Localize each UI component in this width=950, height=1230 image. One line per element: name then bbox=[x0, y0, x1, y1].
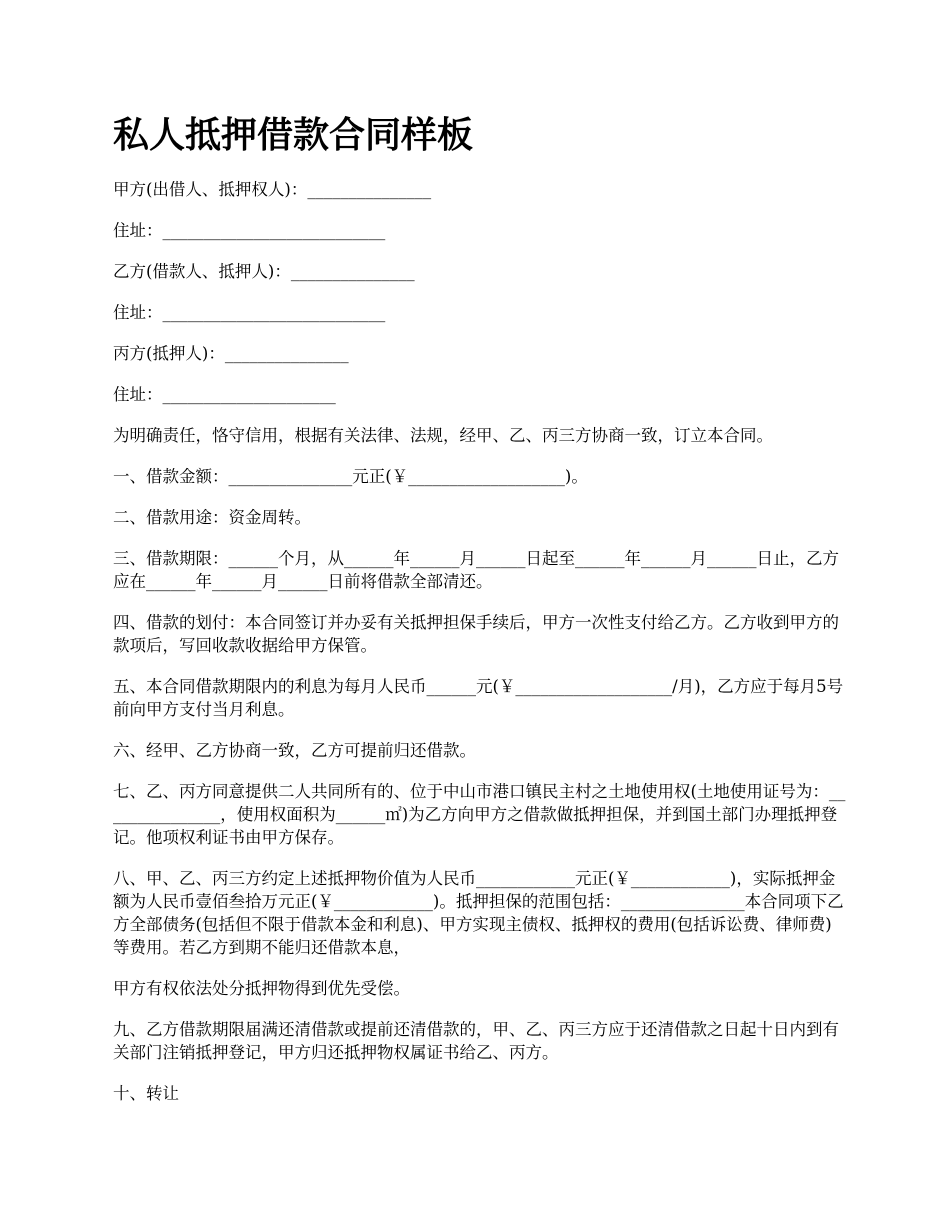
clause-5-interest: 五、本合同借款期限内的利息为每月人民币______元(￥___________________/月)，乙方应于每月5号前向甲方支付当月利息。 bbox=[113, 677, 844, 719]
clause-1-loan-amount: 一、借款金额：_______________元正(￥___________________)。 bbox=[113, 467, 588, 486]
party-a-line: 甲方(出借人、抵押权人)：_______________ bbox=[113, 180, 432, 199]
clause-8-collateral-value: 八、甲、乙、丙三方约定上述抵押物价值为人民币____________元正(￥____________)，实际抵押金额为人民币壹佰叁拾万元正(￥____________)。抵押担保的范围包括：_______________本合同项下乙方全部债务(包括但不限于借款本金和利息)、甲方实现主债权、抵押权的费用(包括诉讼费、律师费)等费用。若乙方到期不能归还借款本息， bbox=[113, 869, 844, 957]
clause-2-loan-purpose: 二、借款用途：资金周转。 bbox=[113, 508, 311, 527]
party-a-address-line: 住址：___________________________ bbox=[113, 221, 386, 240]
document-title: 私人抵押借款合同样板 bbox=[113, 115, 474, 156]
party-c-address-line: 住址：_____________________ bbox=[113, 385, 336, 404]
clause-3-loan-term: 三、借款期限：______个月，从______年______月______日起至______年______月______日止，乙方应在______年______月______日前将借款全部清还。 bbox=[113, 549, 839, 591]
preamble-paragraph: 为明确责任，恪守信用，根据有关法律、法规，经甲、乙、丙三方协商一致，订立本合同。 bbox=[113, 426, 773, 445]
party-c-line: 丙方(抵押人)：_______________ bbox=[113, 344, 349, 363]
clause-10-heading: 十、转让 bbox=[113, 1084, 179, 1103]
clause-9-deregistration: 九、乙方借款期限届满还清借款或提前还清借款的，甲、乙、丙三方应于还清借款之日起十日内到有关部门注销抵押登记，甲方归还抵押物权属证书给乙、丙方。 bbox=[113, 1020, 839, 1062]
document-page bbox=[113, 108, 848, 1123]
clause-8-continuation: 甲方有权依法处分抵押物得到优先受偿。 bbox=[113, 979, 410, 998]
clause-4-loan-transfer: 四、借款的划付：本合同签订并办妥有关抵押担保手续后，甲方一次性支付给乙方。乙方收到甲方的款项后，写回收款收据给甲方保管。 bbox=[113, 613, 839, 655]
clause-6-early-repayment: 六、经甲、乙方协商一致，乙方可提前归还借款。 bbox=[113, 741, 476, 760]
clause-7-collateral: 七、乙、丙方同意提供二人共同所有的、位于中山市港口镇民主村之土地使用权(土地使用证号为：_______________，使用权面积为______㎡)为乙方向甲方之借款做抵押担保，并到国土部门办理抵押登记。他项权利证书由甲方保存。 bbox=[113, 782, 846, 847]
party-b-address-line: 住址：___________________________ bbox=[113, 303, 386, 322]
party-b-line: 乙方(借款人、抵押人)：_______________ bbox=[113, 262, 415, 281]
